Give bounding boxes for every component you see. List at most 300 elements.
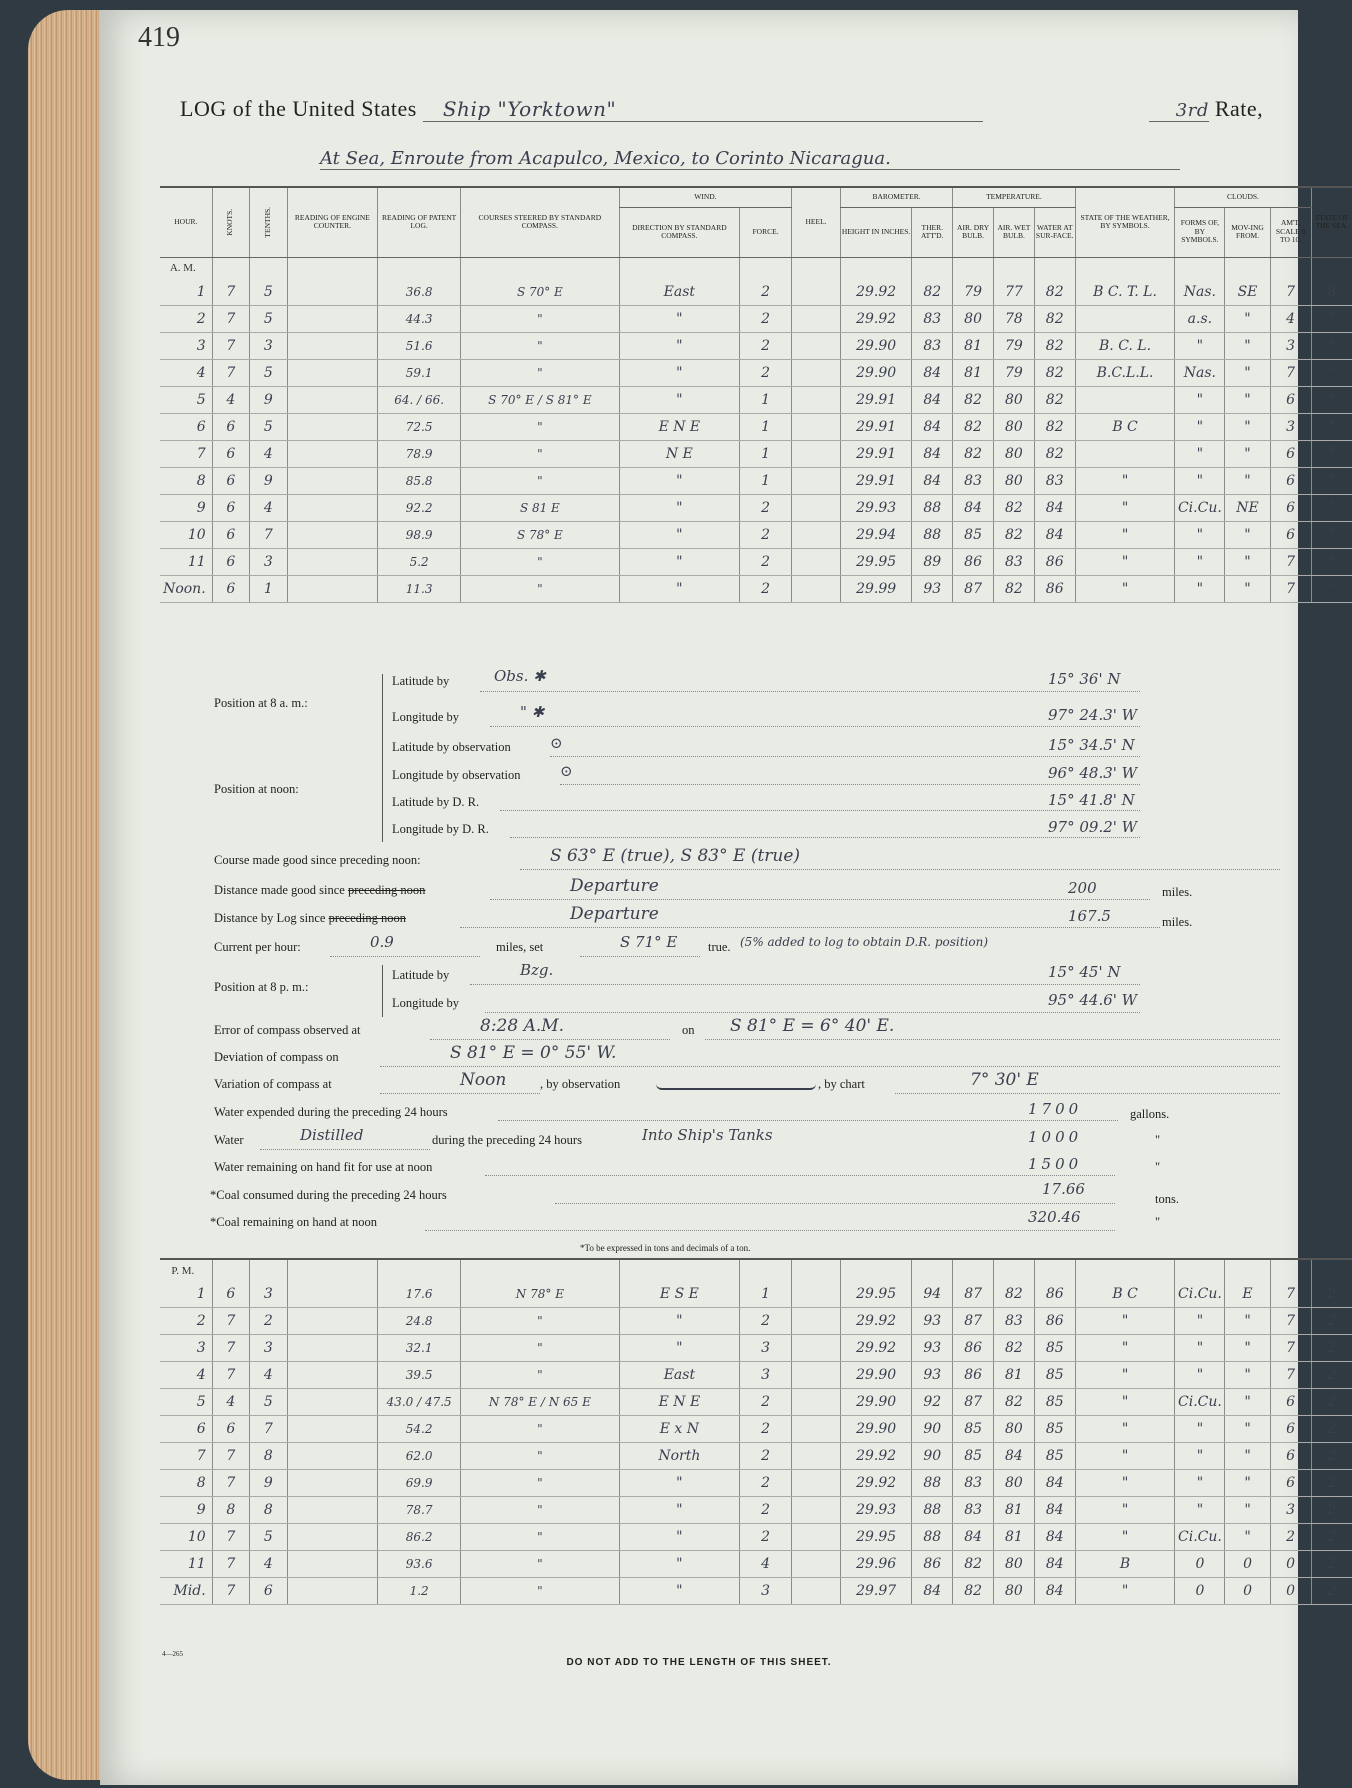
lat-obs-mark: ⊙ [550,734,563,752]
water-exp-unit: gallons. [1130,1107,1170,1121]
cell-c: " [461,333,620,360]
cell-t: 8 [250,1443,287,1470]
col-wind-direction: DIRECTION BY STANDARD COMPASS. [619,207,739,257]
cell-ca: 7 [1270,1335,1311,1362]
cell-k: 7 [212,1551,249,1578]
cell-c: " [461,1497,620,1524]
col-hour: HOUR. [160,187,212,257]
cell-b: 29.90 [840,333,911,360]
cell-c: " [461,1443,620,1470]
cell-ws: 85 [1034,1389,1075,1416]
table-row [160,360,1352,387]
cell-k: 7 [212,1470,249,1497]
cell-dry: 82 [953,1578,994,1605]
cell-ws: 85 [1034,1443,1075,1470]
cell-e [287,441,378,468]
cell-e [287,333,378,360]
cell-wf: 2 [739,333,791,360]
cell-b: 29.91 [840,387,911,414]
cell-wd: " [619,333,739,360]
cell-c: " [461,360,620,387]
cell-cm: " [1225,414,1270,441]
col-engine: READING OF ENGINE COUNTER. [287,187,378,257]
cell-b: 29.90 [840,360,911,387]
cell-ws: 86 [1034,1281,1075,1308]
cell-wet: 82 [993,576,1034,603]
cell-k: 7 [212,1362,249,1389]
cell-cm: " [1225,441,1270,468]
cell-ta: 83 [912,306,953,333]
table-row [160,1308,1352,1335]
cell-wet: 79 [993,360,1034,387]
cell-p: 62.0 [378,1443,461,1470]
cell-p: 64. / 66. [378,387,461,414]
cell-h: Mid. [160,1578,212,1605]
cell-ta: 90 [912,1443,953,1470]
cell-ca: 6 [1270,495,1311,522]
cell-h: 5 [160,387,212,414]
lat-by-label: Latitude by [392,674,450,688]
table-row [160,306,1352,333]
ship-rate: 3rd [1149,100,1209,122]
cell-dry: 86 [953,1362,994,1389]
coal-footnote: *To be expressed in tons and decimals of a ton. [580,1243,751,1253]
cell-b: 29.92 [840,1335,911,1362]
cell-h: 7 [160,441,212,468]
water-ditto: " [1155,1133,1161,1147]
cell-ws: 82 [1034,279,1075,306]
cell-wet: 80 [994,1578,1035,1605]
cell-b: 29.92 [840,1443,911,1470]
cell-ca: 7 [1270,360,1311,387]
lat-8pm-label: Latitude by [392,968,450,982]
cell-e [287,1443,378,1470]
cell-ca: 7 [1270,1362,1311,1389]
cell-s: " [1311,360,1352,387]
cell-wf: 3 [740,1362,792,1389]
cell-s: " [1311,441,1352,468]
table-row [160,468,1352,495]
cell-wd: North [619,1443,739,1470]
cell-ta: 93 [912,1362,953,1389]
cell-s: 2 [1311,1362,1352,1389]
cell-ta: 93 [912,1308,953,1335]
cell-ws: 83 [1034,468,1075,495]
cell-t: 9 [250,468,287,495]
cell-ta: 84 [912,414,953,441]
cell-ws: 84 [1034,1497,1075,1524]
table-row [160,1551,1352,1578]
cell-c: " [461,1551,620,1578]
cell-ta: 84 [912,468,953,495]
cell-w: " [1075,1497,1175,1524]
cell-cf: " [1175,1497,1225,1524]
title-prefix: LOG of the United States [180,96,417,121]
cell-h: 1 [160,279,212,306]
cell-wf: 1 [739,387,791,414]
cell-p: 54.2 [378,1416,461,1443]
cell-wet: 80 [994,1551,1035,1578]
cell-wd: " [619,576,739,603]
cell-heel [792,1497,841,1524]
cell-t: 4 [250,495,287,522]
cell-wd: N E [619,441,739,468]
cell-cm: " [1225,1416,1270,1443]
cell-cf: Ci.Cu. [1175,1281,1225,1308]
cell-dry: 82 [953,387,994,414]
cell-h: 8 [160,1470,212,1497]
variation-chart-label: , by chart [818,1077,865,1091]
cell-wf: 2 [739,549,791,576]
cell-wf: 2 [740,1470,792,1497]
cell-b: 29.97 [840,1578,911,1605]
cell-heel [792,1281,841,1308]
cell-ca: 6 [1270,387,1311,414]
cell-wd: East [619,1362,739,1389]
dist-log-miles: miles. [1162,915,1193,929]
cell-ws: 85 [1034,1362,1075,1389]
cell-s: " [1311,549,1352,576]
cell-h: 4 [160,1362,212,1389]
cell-e [287,1416,378,1443]
cell-k: 4 [212,1389,249,1416]
cell-c: " [461,441,620,468]
variation-obs-dash [656,1084,816,1090]
cell-dry: 80 [953,306,994,333]
cell-cf: 0 [1175,1578,1225,1605]
cell-cf: " [1175,549,1225,576]
cell-cm: " [1225,549,1270,576]
cell-dry: 87 [953,576,994,603]
cell-heel [792,1362,841,1389]
water-dest: Into Ship's Tanks [642,1126,773,1144]
cell-dry: 87 [953,1281,994,1308]
cell-ta: 88 [912,1497,953,1524]
cell-k: 6 [212,414,249,441]
cell-wd: " [619,1470,739,1497]
cell-w: " [1075,1308,1175,1335]
cell-s: 2 [1311,1443,1352,1470]
cell-ws: 82 [1034,414,1075,441]
cell-t: 7 [250,522,287,549]
cell-c: " [461,1578,620,1605]
cell-k: 7 [212,306,249,333]
cell-dry: 84 [953,1524,994,1551]
cell-wet: 82 [993,495,1034,522]
cell-p: 78.9 [378,441,461,468]
cell-ca: 3 [1270,414,1311,441]
cell-cf: " [1175,1416,1225,1443]
cell-ws: 84 [1034,1470,1075,1497]
cell-ta: 92 [912,1389,953,1416]
cell-wf: 2 [740,1416,792,1443]
cell-w: B C [1075,1281,1175,1308]
cell-e [287,1551,378,1578]
footer-warning: DO NOT ADD TO THE LENGTH OF THIS SHEET. [566,1657,832,1668]
am-label: A. M. [169,262,196,275]
water-value: 1000 [1028,1128,1083,1146]
cell-c: S 70° E [461,279,620,306]
col-patent: READING OF PATENT LOG. [378,187,461,257]
table-row [160,522,1352,549]
cell-cf: a.s. [1175,306,1225,333]
cell-heel [792,522,841,549]
cell-wd: E x N [619,1416,739,1443]
cell-ca: 4 [1270,306,1311,333]
cell-wd: " [619,1524,739,1551]
col-cloud-forms: FORMS OF, BY SYMBOLS. [1175,207,1225,257]
cell-cm: " [1225,1389,1270,1416]
cell-w: B C. T. L. [1075,279,1175,306]
cell-h: Noon. [160,576,212,603]
cell-dry: 83 [953,468,994,495]
pos-8am-label: Position at 8 a. m.: [214,696,308,710]
cell-ca: 0 [1270,1578,1311,1605]
cell-w: " [1075,468,1175,495]
lon-8pm-label: Longitude by [392,996,460,1010]
cell-wet: 83 [994,1308,1035,1335]
cell-p: 93.6 [378,1551,461,1578]
cell-k: 6 [212,468,249,495]
col-courses: COURSES STEERED BY STANDARD COMPASS. [461,187,620,257]
cell-b: 29.91 [840,441,911,468]
cell-b: 29.99 [840,576,911,603]
cell-cf: " [1175,1443,1225,1470]
cell-e [287,1281,378,1308]
cell-cf: Nas. [1175,279,1225,306]
cell-t: 5 [250,279,287,306]
cell-h: 2 [160,306,212,333]
cell-ws: 82 [1034,387,1075,414]
cell-p: 85.8 [378,468,461,495]
table-row [160,414,1352,441]
lat-8pm-by: Bzg. [520,961,554,979]
col-height: HEIGHT IN INCHES. [840,207,911,257]
cell-t: 4 [250,441,287,468]
cell-dry: 82 [953,414,994,441]
error-label: Error of compass observed at [214,1023,361,1037]
cell-wet: 82 [994,1389,1035,1416]
cell-ws: 86 [1034,576,1075,603]
cell-p: 51.6 [378,333,461,360]
cell-s: " [1311,414,1352,441]
lon-obs-mark: ⊙ [560,762,573,780]
cell-ta: 88 [912,522,953,549]
cell-wet: 81 [994,1524,1035,1551]
cell-ws: 85 [1034,1416,1075,1443]
cell-wd: " [619,1551,739,1578]
col-barometer: BAROMETER. [840,187,952,207]
cell-p: 24.8 [378,1308,461,1335]
cell-ta: 83 [912,333,953,360]
coal-cons-unit: tons. [1155,1192,1179,1206]
cell-heel [792,360,841,387]
cell-cm: 0 [1225,1551,1270,1578]
cell-ta: 88 [912,1524,953,1551]
coal-cons-label: *Coal consumed during the preceding 24 hours [210,1188,447,1202]
cell-ta: 82 [912,279,953,306]
deviation-label: Deviation of compass on [214,1050,339,1064]
pm-log-table [160,1258,1352,1605]
cell-e [287,414,378,441]
col-cloud-moving: MOV-ING FROM. [1225,207,1270,257]
cell-wet: 81 [994,1362,1035,1389]
cell-heel [792,468,841,495]
cell-wd: " [619,360,739,387]
cell-ca: 3 [1270,333,1311,360]
lat-dr-value: 15° 41.8' N [1048,791,1135,809]
cell-heel [792,1470,841,1497]
col-air-dry: AIR. DRY BULB. [953,207,994,257]
cell-p: 92.2 [378,495,461,522]
cell-heel [792,495,841,522]
cell-h: 8 [160,468,212,495]
cell-b: 29.93 [840,495,911,522]
cell-k: 7 [212,279,249,306]
cell-w: B [1075,1551,1175,1578]
cell-ws: 84 [1034,1551,1075,1578]
table-row [160,1389,1352,1416]
cell-ca: 2 [1270,1524,1311,1551]
cell-heel [792,441,841,468]
lon-by-label: Longitude by [392,710,460,724]
cell-s: 2 [1311,1578,1352,1605]
cell-heel [792,1578,841,1605]
col-temperature: TEMPERATURE. [953,187,1075,207]
cell-s: 2 [1311,1335,1352,1362]
cell-h: 9 [160,1497,212,1524]
cell-h: 2 [160,1308,212,1335]
table-row [160,1470,1352,1497]
cell-c: " [461,1470,620,1497]
cell-dry: 86 [953,549,994,576]
cell-ca: 3 [1270,1497,1311,1524]
cell-cf: " [1175,414,1225,441]
col-clouds: CLOUDS. [1175,187,1311,207]
error-time: 8:28 A.M. [480,1016,565,1036]
cell-cm: " [1225,1497,1270,1524]
cell-s: 2 [1311,1389,1352,1416]
cell-e [287,576,378,603]
cell-ta: 84 [912,387,953,414]
table-row [160,495,1352,522]
cell-ca: 6 [1270,1416,1311,1443]
cell-wf: 2 [739,360,791,387]
cell-cf: " [1175,1308,1225,1335]
cell-ca: 0 [1270,1551,1311,1578]
cell-c: " [461,576,620,603]
cell-p: 69.9 [378,1470,461,1497]
cell-ta: 84 [912,1578,953,1605]
cell-k: 7 [212,333,249,360]
cell-k: 6 [212,549,249,576]
cell-h: 10 [160,1524,212,1551]
cell-ta: 93 [912,576,953,603]
cell-cf: Ci.Cu. [1175,1524,1225,1551]
cell-h: 1 [160,1281,212,1308]
cell-heel [792,279,841,306]
cell-b: 29.95 [840,549,911,576]
cell-e [287,1497,378,1524]
cell-s: " [1311,306,1352,333]
cell-wet: 84 [994,1443,1035,1470]
cell-ta: 84 [912,360,953,387]
cell-cf: Ci.Cu. [1175,1389,1225,1416]
cell-wet: 78 [993,306,1034,333]
variation-label: Variation of compass at [214,1077,332,1091]
col-air-wet: AIR. WET BULB. [993,207,1034,257]
water-label: Water [214,1133,244,1147]
cell-wet: 83 [993,549,1034,576]
cell-cm: " [1225,387,1270,414]
cell-ca: 6 [1270,1470,1311,1497]
cell-p: 86.2 [378,1524,461,1551]
cell-cm: " [1225,1524,1270,1551]
page-number: 419 [138,22,180,53]
cell-w: " [1075,522,1175,549]
cell-ca: 7 [1270,1308,1311,1335]
cell-dry: 85 [953,1443,994,1470]
cell-w: " [1075,1443,1175,1470]
cell-b: 29.90 [840,1389,911,1416]
cell-t: 7 [250,1416,287,1443]
cell-wd: " [619,1335,739,1362]
cell-wf: 1 [740,1281,792,1308]
cell-c: " [461,306,620,333]
variation-at: Noon [460,1070,507,1090]
coal-cons-value: 17.66 [1042,1180,1085,1198]
cell-h: 3 [160,1335,212,1362]
cell-t: 9 [250,1470,287,1497]
cell-dry: 87 [953,1308,994,1335]
cell-ca: 7 [1270,576,1311,603]
cell-cf: " [1175,387,1225,414]
cell-wf: 4 [740,1551,792,1578]
voyage-line: At Sea, Enroute from Acapulco, Mexico, to Corinto Nicaragua. [320,148,1180,170]
cell-b: 29.91 [840,468,911,495]
cell-s: " [1311,468,1352,495]
cell-h: 10 [160,522,212,549]
cell-t: 3 [250,1281,287,1308]
cell-e [287,1362,378,1389]
col-weather: STATE OF THE WEATHER, BY SYMBOLS. [1075,187,1175,257]
cell-wf: 1 [739,468,791,495]
cell-wd: " [619,387,739,414]
cell-s: 8 [1311,279,1352,306]
cell-wd: " [619,549,739,576]
deviation-value: S 81° E = 0° 55' W. [450,1043,617,1063]
cell-t: 5 [250,1389,287,1416]
cell-ws: 86 [1034,1308,1075,1335]
cell-b: 29.92 [840,1470,911,1497]
cell-c: N 78° E [461,1281,620,1308]
cell-heel [792,1308,841,1335]
cell-cm: " [1225,468,1270,495]
cell-ca: 6 [1270,522,1311,549]
lat-8am-value: 15° 36' N [1048,670,1121,688]
cell-heel [792,333,841,360]
cell-ws: 82 [1034,360,1075,387]
cell-c: " [461,1335,620,1362]
cell-heel [792,414,841,441]
table-row [160,1443,1352,1470]
cell-cm: " [1225,522,1270,549]
cell-ta: 88 [912,1470,953,1497]
cell-w [1075,387,1175,414]
cell-wd: " [619,1578,739,1605]
cell-wd: East [619,279,739,306]
lon-obs-value: 96° 48.3' W [1048,764,1138,782]
